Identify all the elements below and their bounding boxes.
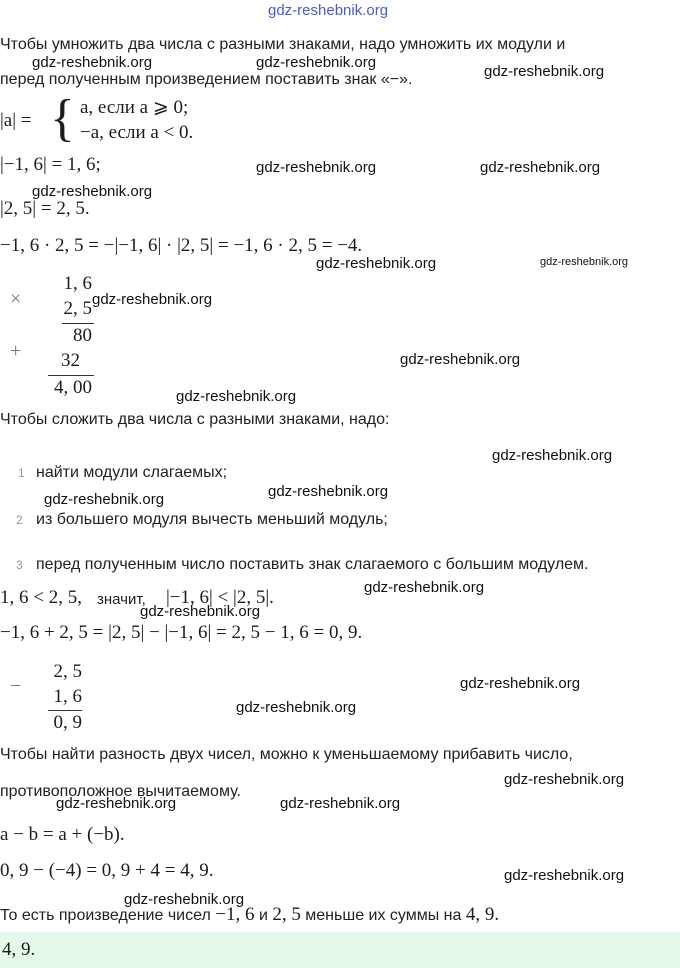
conclusion-and: и: [258, 907, 268, 924]
times-sign: ×: [10, 288, 22, 310]
step-2-text: из большего модуля вычесть меньший модуль;: [36, 511, 388, 528]
sum-equation: −1, 6 + 2, 5 = |2, 5| − |−1, 6| = 2, 5 − 1, 6 = 0, 9.: [0, 622, 363, 643]
abs-def-brace: {: [50, 90, 75, 147]
diff-formula: a − b = a + (−b).: [0, 824, 125, 845]
watermark: gdz-reshebnik.org: [400, 351, 521, 368]
diff-rule-line1: Чтобы найти разность двух чисел, можно к уменьшаемому прибавить число,: [0, 746, 573, 763]
abs-def-case1: a, если a ⩾ 0;: [80, 97, 189, 118]
step-1-number: 1: [18, 466, 25, 480]
answer-box: [0, 932, 680, 968]
diff-equation: 0, 9 − (−4) = 0, 9 + 4 = 4, 9.: [0, 860, 214, 881]
mult-partial-1: 80: [73, 325, 92, 346]
mult-rule-line2: перед полученным произведением поставить знак «−».: [0, 71, 413, 88]
sub-result: 0, 9: [53, 712, 82, 733]
abs-def-lhs: |a| =: [0, 110, 32, 131]
abs-example-2: |2, 5| = 2, 5.: [0, 198, 90, 219]
abs-def-case2: −a, если a < 0.: [80, 122, 194, 143]
watermark: gdz-reshebnik.org: [504, 771, 625, 788]
watermark: gdz-reshebnik.org: [504, 867, 625, 884]
watermark: gdz-reshebnik.org: [32, 54, 153, 71]
mult-line-1: [62, 323, 94, 324]
mult-partial-2: 32: [61, 350, 80, 371]
compare-right: |−1, 6| < |2, 5|.: [166, 587, 274, 608]
diff-rule-line2: противоположное вычитаемому.: [0, 783, 241, 800]
conclusion-n2: 2, 5: [272, 904, 301, 925]
watermark: gdz-reshebnik.org: [268, 483, 389, 500]
top-watermark: gdz-reshebnik.org: [268, 2, 389, 19]
watermark: gdz-reshebnik.org: [92, 291, 213, 308]
conclusion-n3: 4, 9.: [465, 904, 500, 925]
answer-value: 4, 9.: [2, 939, 36, 960]
mult-rule-line1: Чтобы умножить два числа с разными знаками, надо умножить их модули и: [0, 36, 566, 53]
conclusion-n1: −1, 6: [215, 904, 255, 925]
add-rule-title: Чтобы сложить два числа с разными знаками, надо:: [0, 411, 390, 428]
watermark: gdz-reshebnik.org: [124, 891, 245, 908]
watermark: gdz-reshebnik.org: [256, 159, 377, 176]
watermark: gdz-reshebnik.org: [492, 447, 613, 464]
mult-line-2: [48, 375, 94, 376]
plus-sign: +: [10, 340, 22, 362]
watermark: gdz-reshebnik.org: [56, 795, 177, 812]
compare-left: 1, 6 < 2, 5,: [0, 587, 82, 608]
watermark: gdz-reshebnik.org: [460, 675, 581, 692]
watermark: gdz-reshebnik.org: [280, 795, 401, 812]
watermark: gdz-reshebnik.org: [140, 603, 261, 620]
watermark: gdz-reshebnik.org: [236, 699, 357, 716]
watermark: gdz-reshebnik.org: [256, 54, 377, 71]
step-3-number: 3: [16, 558, 23, 572]
watermark: gdz-reshebnik.org: [32, 183, 153, 200]
watermark: gdz-reshebnik.org: [176, 388, 297, 405]
conclusion-line: [0, 904, 499, 926]
product-equation: −1, 6 · 2, 5 = −|−1, 6| · |2, 5| = −1, 6 · 2, 5 = −4.: [0, 235, 363, 256]
sub-line: [48, 710, 82, 711]
minus-sign: −: [10, 675, 22, 697]
watermark-small: gdz-reshebnik.org: [540, 256, 629, 268]
watermark: gdz-reshebnik.org: [480, 159, 601, 176]
watermark: gdz-reshebnik.org: [364, 579, 485, 596]
watermark: gdz-reshebnik.org: [44, 491, 165, 508]
step-3-text: перед полученным число поставить знак слагаемого с большим модулем.: [36, 556, 589, 573]
sub-minuend: 2, 5: [53, 661, 82, 682]
mult-factor-b: 2, 5: [63, 298, 92, 319]
sub-subtrahend: 1, 6: [53, 686, 82, 707]
conclusion-part2: меньше их суммы на: [305, 907, 462, 924]
step-1-text: найти модули слагаемых;: [36, 464, 228, 481]
step-2-number: 2: [16, 513, 23, 527]
mult-factor-a: 1, 6: [63, 273, 92, 294]
abs-example-1: |−1, 6| = 1, 6;: [0, 154, 101, 175]
compare-word: значит,: [97, 591, 146, 608]
watermark: gdz-reshebnik.org: [484, 63, 605, 80]
mult-result: 4, 00: [54, 377, 92, 398]
watermark: gdz-reshebnik.org: [316, 255, 437, 272]
conclusion-part1: То есть произведение чисел: [0, 907, 211, 924]
